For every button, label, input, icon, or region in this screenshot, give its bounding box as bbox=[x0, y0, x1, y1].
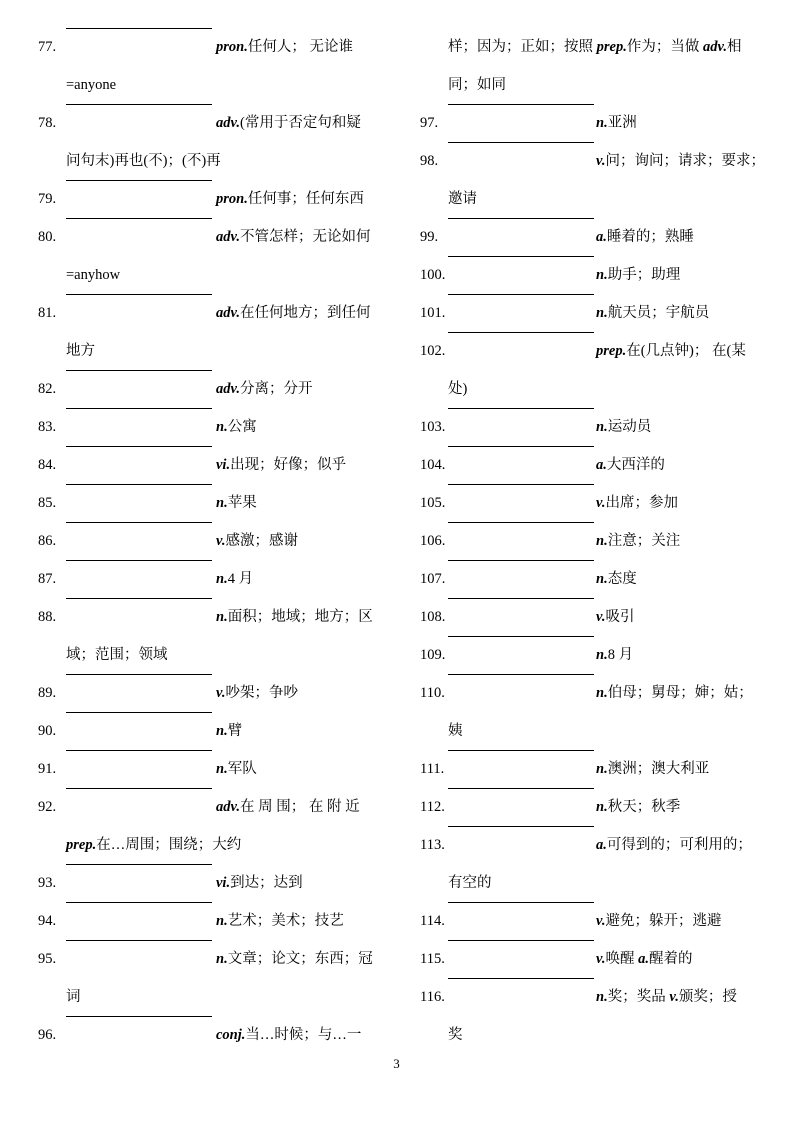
answer-blank[interactable] bbox=[448, 598, 594, 599]
answer-blank[interactable] bbox=[448, 522, 594, 523]
answer-blank[interactable] bbox=[66, 788, 212, 789]
answer-blank[interactable] bbox=[448, 256, 594, 257]
item-number: 88. bbox=[38, 609, 57, 625]
vocab-item-81 bbox=[38, 294, 378, 370]
answer-blank[interactable] bbox=[448, 826, 594, 827]
item-number: 109. bbox=[420, 647, 446, 663]
definition: 出席；参加 bbox=[605, 495, 679, 511]
vocab-item-105 bbox=[420, 484, 760, 522]
item-number: 95. bbox=[38, 951, 57, 967]
definition: 运动员 bbox=[607, 419, 652, 435]
vocab-item-108 bbox=[420, 598, 760, 636]
answer-blank[interactable] bbox=[66, 560, 212, 561]
item-number: 100. bbox=[420, 267, 446, 283]
vocab-item-102 bbox=[420, 332, 760, 408]
answer-blank[interactable] bbox=[448, 560, 594, 561]
item-number: 103. bbox=[420, 419, 446, 435]
part-of-speech: v. bbox=[216, 685, 226, 701]
item-number: 84. bbox=[38, 457, 57, 473]
vocab-item-90 bbox=[38, 712, 378, 750]
part-of-speech: a. bbox=[596, 837, 607, 853]
part-of-speech: adv. bbox=[216, 229, 241, 245]
vocab-item-111 bbox=[420, 750, 760, 788]
definition: 面积；地域；地方；区 bbox=[227, 609, 373, 625]
item-number: 82. bbox=[38, 381, 57, 397]
vocab-item-91 bbox=[38, 750, 378, 788]
part-of-speech: n. bbox=[596, 989, 608, 1005]
item-number: 93. bbox=[38, 875, 57, 891]
part-of-speech: prep. bbox=[596, 343, 627, 359]
item-number: 90. bbox=[38, 723, 57, 739]
part-of-speech: n. bbox=[596, 419, 608, 435]
definition-continued: 地方 bbox=[66, 343, 95, 359]
part-of-speech: n. bbox=[596, 533, 608, 549]
vocab-item-116 bbox=[420, 978, 760, 1054]
item-number: 85. bbox=[38, 495, 57, 511]
item-number: 91. bbox=[38, 761, 57, 777]
answer-blank[interactable] bbox=[66, 104, 212, 105]
definition: 助手；助理 bbox=[607, 267, 681, 283]
definition: 当…时候；与…一 bbox=[245, 1027, 362, 1043]
answer-blank[interactable] bbox=[66, 28, 212, 29]
definition: 文章；论文；东西；冠 bbox=[227, 951, 373, 967]
definition: 感激；感谢 bbox=[225, 533, 299, 549]
item-number: 86. bbox=[38, 533, 57, 549]
part-of-speech: prep. bbox=[596, 39, 627, 55]
part-of-speech: v. bbox=[596, 153, 606, 169]
part-of-speech: v. bbox=[596, 495, 606, 511]
answer-blank[interactable] bbox=[66, 446, 212, 447]
item-number: 113. bbox=[420, 837, 445, 853]
part-of-speech: pron. bbox=[216, 39, 248, 55]
item-number: 81. bbox=[38, 305, 57, 321]
item-number: 78. bbox=[38, 115, 57, 131]
definition: 伯母；舅母；婶；姑； bbox=[607, 685, 753, 701]
answer-blank[interactable] bbox=[448, 446, 594, 447]
part-of-speech: adv. bbox=[216, 305, 241, 321]
vocab-item-89 bbox=[38, 674, 378, 712]
definition-continued: 域；范围；领域 bbox=[66, 647, 168, 663]
definition: 秋天；秋季 bbox=[607, 799, 681, 815]
definition: 分离；分开 bbox=[240, 381, 313, 397]
part-of-speech: n. bbox=[216, 419, 228, 435]
vocab-item-109 bbox=[420, 636, 760, 674]
answer-blank[interactable] bbox=[448, 636, 594, 637]
definition: 奖；奖品 bbox=[607, 989, 670, 1005]
vocab-item-84 bbox=[38, 446, 378, 484]
definition: 在(几点钟)； 在(某 bbox=[626, 343, 746, 359]
item-number: 101. bbox=[420, 305, 446, 321]
definition-continued: 姨 bbox=[448, 723, 463, 739]
item-number: 79. bbox=[38, 191, 57, 207]
answer-blank[interactable] bbox=[448, 484, 594, 485]
vocab-item-114 bbox=[420, 902, 760, 940]
definition: 避免；躲开；逃避 bbox=[605, 913, 722, 929]
definition: 臂 bbox=[227, 723, 243, 739]
definition: 苹果 bbox=[227, 495, 257, 511]
definition: 吵架；争吵 bbox=[225, 685, 299, 701]
item-number: 106. bbox=[420, 533, 446, 549]
vocab-item-82 bbox=[38, 370, 378, 408]
definition: 在 周 围； 在 附 近 bbox=[240, 799, 360, 815]
answer-blank[interactable] bbox=[66, 180, 212, 181]
item-number: 87. bbox=[38, 571, 57, 587]
part-of-speech: n. bbox=[216, 723, 228, 739]
part-of-speech: n. bbox=[596, 305, 608, 321]
answer-blank[interactable] bbox=[66, 598, 212, 599]
part-of-speech: n. bbox=[596, 761, 608, 777]
item-number: 97. bbox=[420, 115, 439, 131]
vocab-item-77 bbox=[38, 28, 378, 104]
part-of-speech: adv. bbox=[216, 381, 241, 397]
vocab-item-112 bbox=[420, 788, 760, 826]
definition: 4 月 bbox=[227, 571, 254, 587]
definition: 在…周围；围绕；大约 bbox=[96, 837, 242, 853]
vocab-item-110 bbox=[420, 674, 760, 750]
answer-blank[interactable] bbox=[448, 788, 594, 789]
answer-blank[interactable] bbox=[66, 712, 212, 713]
vocab-item-78 bbox=[38, 104, 378, 180]
definition: 任何事；任何东西 bbox=[247, 191, 364, 207]
definition-continued: 奖 bbox=[448, 1027, 463, 1043]
answer-blank[interactable] bbox=[66, 902, 212, 903]
answer-blank[interactable] bbox=[66, 674, 212, 675]
definition: 注意；关注 bbox=[607, 533, 681, 549]
vocab-item-88 bbox=[38, 598, 378, 674]
answer-blank[interactable] bbox=[448, 902, 594, 903]
definition-continued: 邀请 bbox=[448, 191, 477, 207]
part-of-speech: n. bbox=[216, 571, 228, 587]
answer-blank[interactable] bbox=[448, 218, 594, 219]
definition: 态度 bbox=[607, 571, 637, 587]
part-of-speech: adv. bbox=[702, 39, 727, 55]
answer-blank[interactable] bbox=[66, 1016, 212, 1017]
item-number: 99. bbox=[420, 229, 439, 245]
definition-continued: 同；如同 bbox=[448, 77, 506, 93]
answer-blank[interactable] bbox=[66, 294, 212, 295]
definition: (常用于否定句和疑 bbox=[240, 115, 361, 131]
vocab-item-79 bbox=[38, 180, 378, 218]
vocab-item-85 bbox=[38, 484, 378, 522]
page-number: 3 bbox=[393, 1056, 400, 1071]
vocab-item-87 bbox=[38, 560, 378, 598]
vocab-item-101 bbox=[420, 294, 760, 332]
part-of-speech: vi. bbox=[216, 457, 231, 473]
vocab-item-104 bbox=[420, 446, 760, 484]
item-number: 104. bbox=[420, 457, 446, 473]
definition: 样；因为；正如；按照 bbox=[448, 39, 597, 55]
vocab-item-107 bbox=[420, 560, 760, 598]
vocab-item-80 bbox=[38, 218, 378, 294]
part-of-speech: pron. bbox=[216, 191, 248, 207]
item-number: 107. bbox=[420, 571, 446, 587]
part-of-speech: conj. bbox=[216, 1027, 246, 1043]
left-column bbox=[38, 28, 378, 1054]
answer-blank[interactable] bbox=[448, 142, 594, 143]
vocab-item-106 bbox=[420, 522, 760, 560]
vocab-item-97 bbox=[420, 104, 760, 142]
item-number: 102. bbox=[420, 343, 446, 359]
answer-blank[interactable] bbox=[66, 484, 212, 485]
part-of-speech: n. bbox=[596, 685, 608, 701]
definition: 亚洲 bbox=[607, 115, 637, 131]
vocab-item-95 bbox=[38, 940, 378, 1016]
part-of-speech: n. bbox=[216, 495, 228, 511]
answer-blank[interactable] bbox=[66, 408, 212, 409]
vocab-item-86 bbox=[38, 522, 378, 560]
part-of-speech: a. bbox=[596, 457, 607, 473]
item-number: 114. bbox=[420, 913, 445, 929]
definition: 相 bbox=[727, 39, 742, 55]
answer-blank[interactable] bbox=[66, 522, 212, 523]
part-of-speech: n. bbox=[596, 115, 608, 131]
definition: 航天员；宇航员 bbox=[607, 305, 710, 321]
answer-blank[interactable] bbox=[66, 218, 212, 219]
definition: 颁奖；授 bbox=[678, 989, 737, 1005]
vocab-item-96 bbox=[38, 1016, 378, 1054]
item-number: 89. bbox=[38, 685, 57, 701]
definition-continued: =anyhow bbox=[66, 267, 121, 283]
item-number: 116. bbox=[420, 989, 445, 1005]
part-of-speech: n. bbox=[216, 913, 228, 929]
vocab-item-94 bbox=[38, 902, 378, 940]
vocab-item-96-continued bbox=[420, 28, 760, 104]
vocab-item-113 bbox=[420, 826, 760, 902]
definition: 艺术；美术；技艺 bbox=[227, 913, 344, 929]
definition: 问；询问；请求；要求； bbox=[605, 153, 766, 169]
vocab-item-99 bbox=[420, 218, 760, 256]
definition: 军队 bbox=[227, 761, 257, 777]
definition: 睡着的；熟睡 bbox=[606, 229, 694, 245]
part-of-speech: v. bbox=[596, 951, 606, 967]
definition: 到达；达到 bbox=[230, 875, 303, 891]
part-of-speech: n. bbox=[216, 761, 228, 777]
part-of-speech: n. bbox=[216, 951, 228, 967]
item-number: 110. bbox=[420, 685, 445, 701]
right-items bbox=[420, 104, 766, 1054]
part-of-speech: v. bbox=[216, 533, 226, 549]
vocab-item-92 bbox=[38, 788, 378, 864]
answer-blank[interactable] bbox=[448, 294, 594, 295]
answer-blank[interactable] bbox=[66, 864, 212, 865]
answer-blank[interactable] bbox=[66, 750, 212, 751]
part-of-speech: v. bbox=[669, 989, 679, 1005]
vocab-item-98 bbox=[420, 142, 766, 218]
definition-continued: 问句末)再也(不)；(不)再 bbox=[66, 153, 221, 169]
part-of-speech: v. bbox=[596, 913, 606, 929]
item-number: 96. bbox=[38, 1027, 57, 1043]
vocab-item-115 bbox=[420, 940, 760, 978]
definition: 任何人； 无论谁 bbox=[247, 39, 353, 55]
answer-blank[interactable] bbox=[448, 332, 594, 333]
definition: 醒着的 bbox=[649, 951, 693, 967]
answer-blank[interactable] bbox=[448, 978, 594, 979]
part-of-speech: n. bbox=[596, 267, 608, 283]
part-of-speech: n. bbox=[596, 571, 608, 587]
item-number: 98. bbox=[420, 153, 439, 169]
definition-continued: 处) bbox=[448, 381, 468, 397]
vocab-item-100 bbox=[420, 256, 760, 294]
definition: 大西洋的 bbox=[606, 457, 665, 473]
vocab-item-93 bbox=[38, 864, 378, 902]
answer-blank[interactable] bbox=[448, 408, 594, 409]
part-of-speech: n. bbox=[216, 609, 228, 625]
answer-blank[interactable] bbox=[448, 750, 594, 751]
item-number: 94. bbox=[38, 913, 57, 929]
vocab-item-83 bbox=[38, 408, 378, 446]
part-of-speech: n. bbox=[596, 799, 608, 815]
definition: 澳洲；澳大利亚 bbox=[607, 761, 710, 777]
definition: 不管怎样；无论如何 bbox=[240, 229, 371, 245]
answer-blank[interactable] bbox=[66, 370, 212, 371]
definition: 8 月 bbox=[607, 647, 634, 663]
definition-continued bbox=[38, 826, 378, 864]
part-of-speech: vi. bbox=[216, 875, 231, 891]
vocab-item-103 bbox=[420, 408, 760, 446]
answer-blank[interactable] bbox=[448, 674, 594, 675]
definition-continued: 词 bbox=[66, 989, 81, 1005]
item-number: 83. bbox=[38, 419, 57, 435]
item-number: 108. bbox=[420, 609, 446, 625]
definition: 可得到的；可利用的； bbox=[606, 837, 752, 853]
part-of-speech: n. bbox=[596, 647, 608, 663]
definition-continued: =anyone bbox=[66, 77, 117, 93]
definition: 作为；当做 bbox=[626, 39, 703, 55]
definition: 在任何地方；到任何 bbox=[240, 305, 371, 321]
part-of-speech: prep. bbox=[66, 837, 97, 853]
part-of-speech: adv. bbox=[216, 115, 241, 131]
item-number: 105. bbox=[420, 495, 446, 511]
right-column bbox=[420, 28, 766, 1054]
part-of-speech: adv. bbox=[216, 799, 241, 815]
definition: 出现；好像；似乎 bbox=[230, 457, 347, 473]
definition-continued: 有空的 bbox=[448, 875, 492, 891]
item-number: 77. bbox=[38, 39, 57, 55]
part-of-speech: a. bbox=[638, 951, 650, 967]
item-number: 111. bbox=[420, 761, 445, 777]
definition: 唤醒 bbox=[605, 951, 639, 967]
item-number: 80. bbox=[38, 229, 57, 245]
item-number: 112. bbox=[420, 799, 445, 815]
item-number: 115. bbox=[420, 951, 445, 967]
item-number: 92. bbox=[38, 799, 57, 815]
part-of-speech: v. bbox=[596, 609, 606, 625]
answer-blank[interactable] bbox=[448, 940, 594, 941]
answer-blank[interactable] bbox=[66, 940, 212, 941]
definition: 公寓 bbox=[227, 419, 257, 435]
answer-blank[interactable] bbox=[448, 104, 594, 105]
part-of-speech: a. bbox=[596, 229, 607, 245]
definition: 吸引 bbox=[605, 609, 635, 625]
